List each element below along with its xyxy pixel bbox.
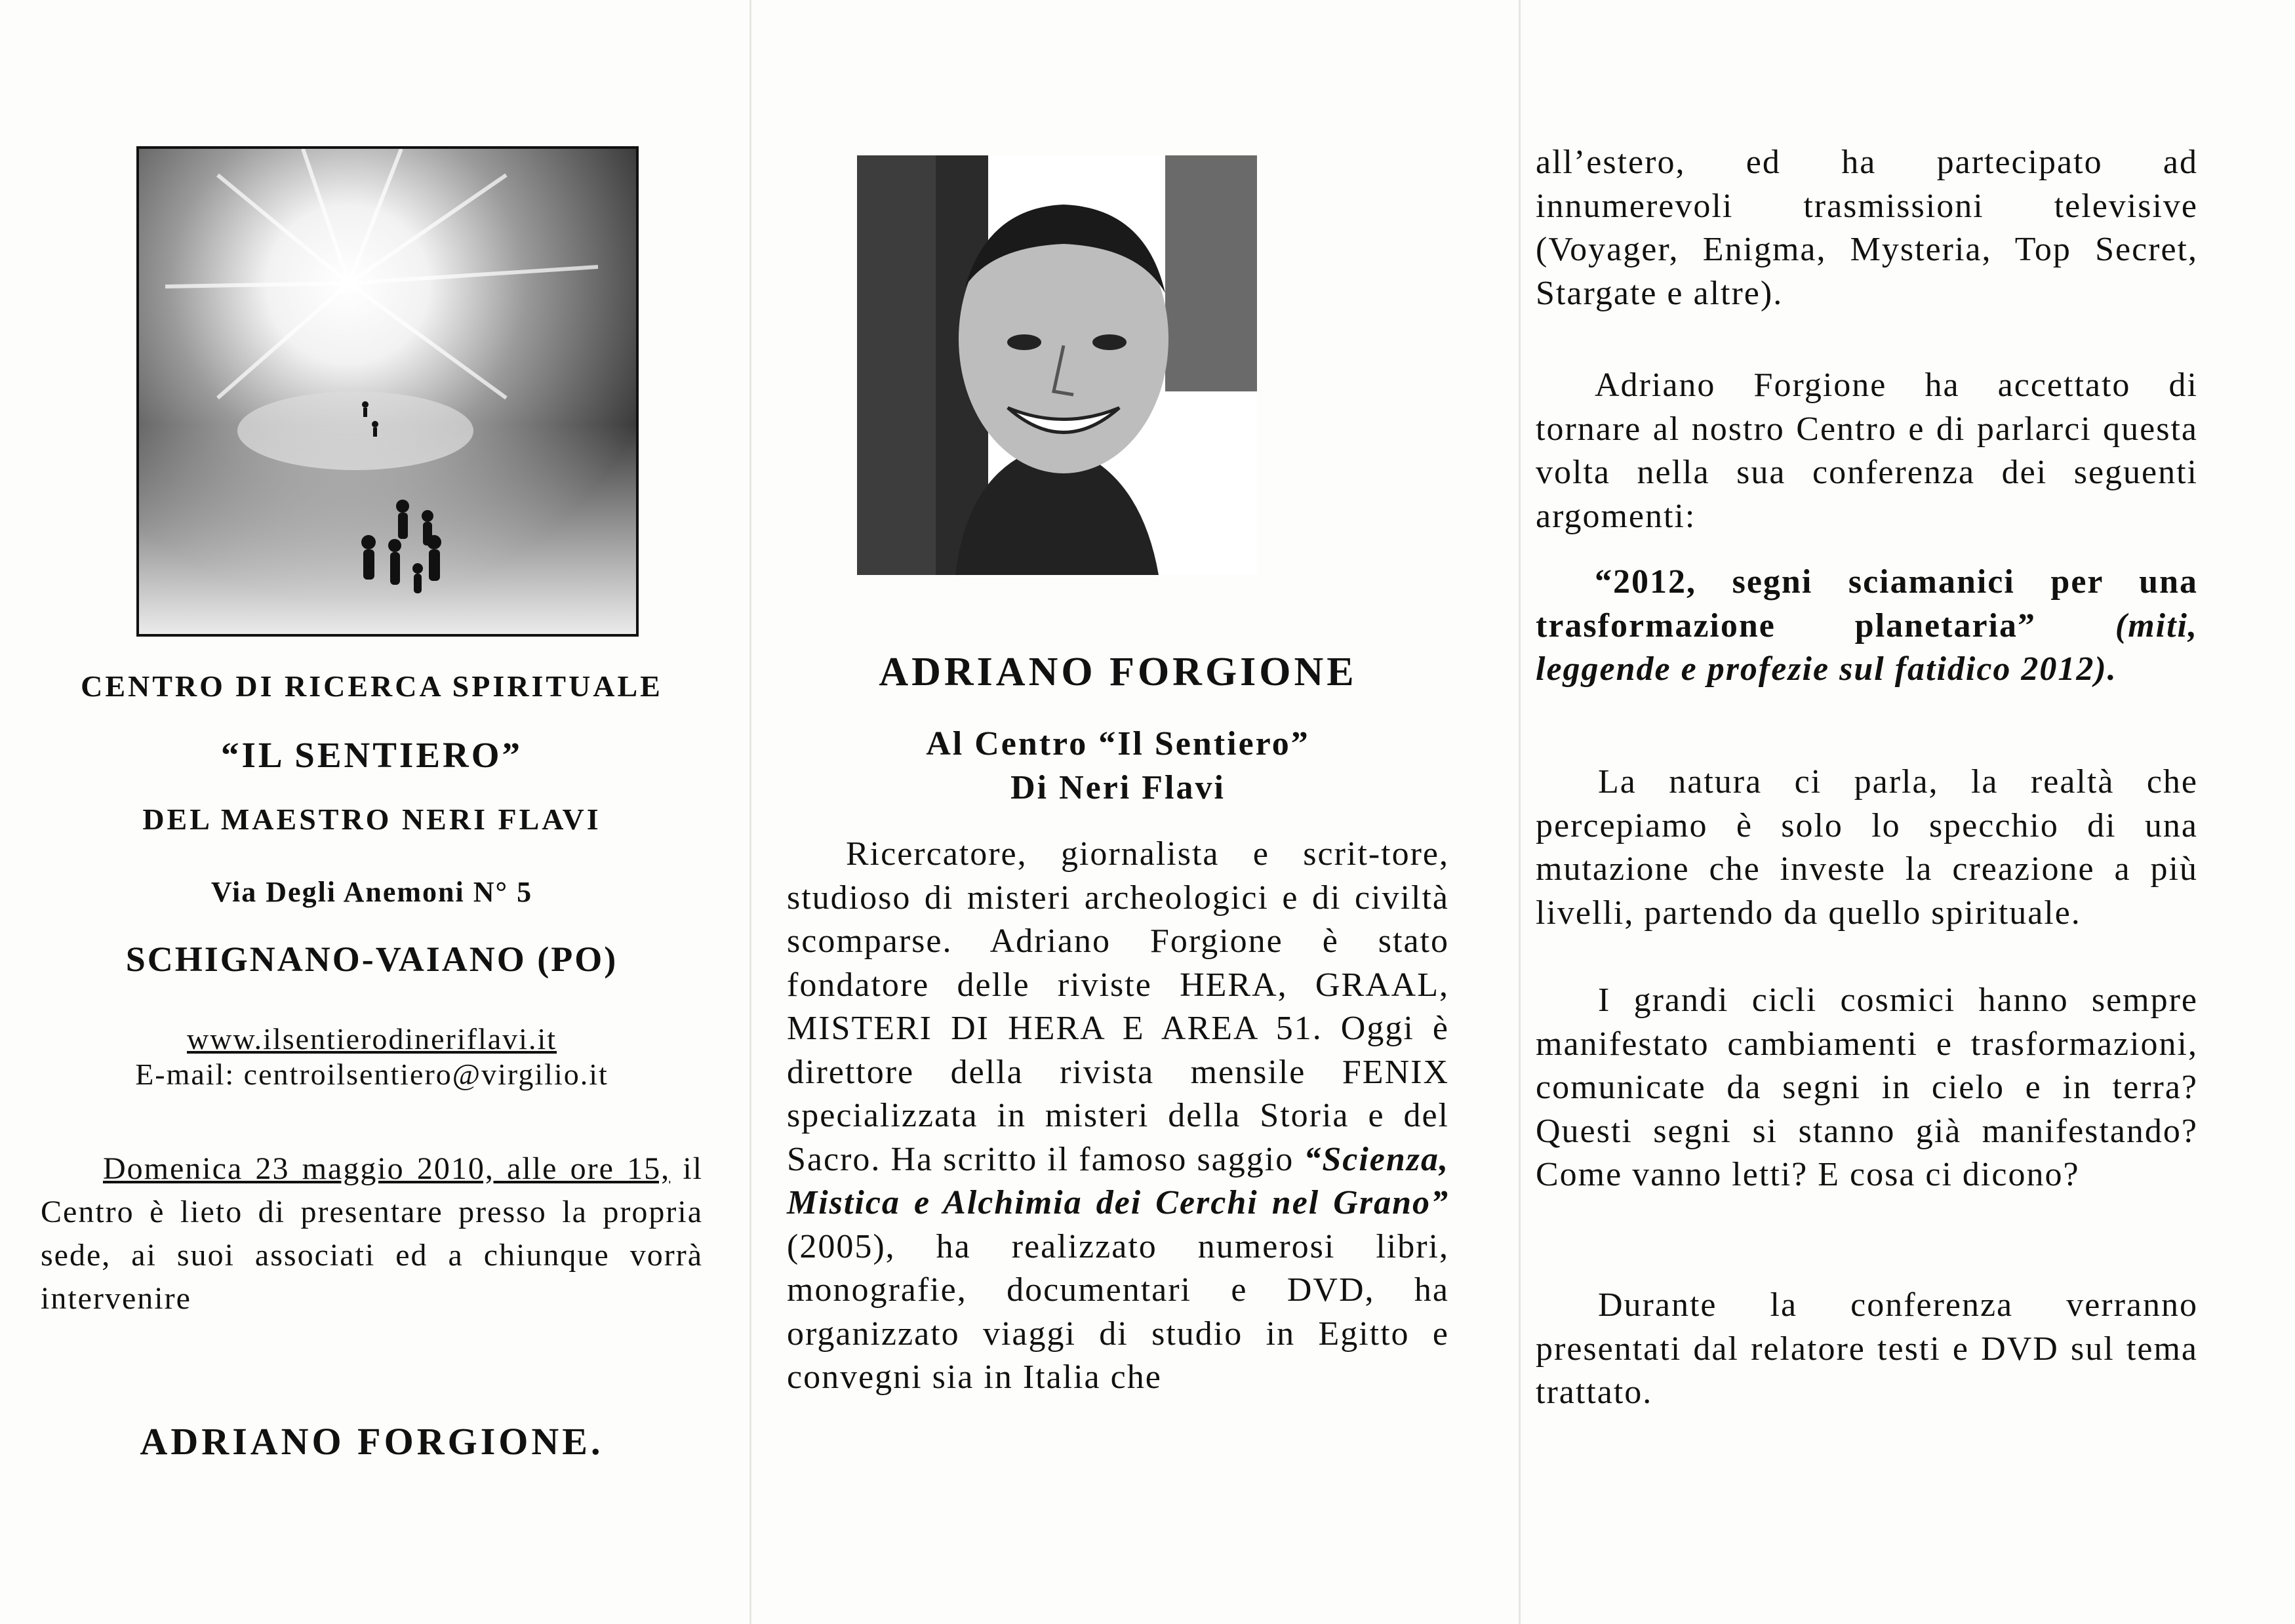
city: SCHIGNANO-VAIANO (PO) [125,940,618,979]
bio-part-2: (2005), ha realizzato numerosi libri, monografie, documentari e DVD, ha organizzato viaggi di studio in Egitto e convegni sia in Italia che [787,1227,1449,1396]
subtitle-center: Al Centro “Il Sentiero” [926,725,1310,762]
book-title: “Scienza, Mistica e Alchimia dei Cerchi nel Grano” [787,1140,1449,1221]
event-date: Domenica 23 maggio 2010, alle ore 15, [103,1151,671,1186]
nature-paragraph [1536,761,2198,935]
topic-title: “2012, segni sciamanici per una trasformazione planetaria” [1536,563,2198,644]
speaker-portrait [857,155,1257,575]
subtitle-master: Di Neri Flavi [1010,769,1226,806]
nature-text: La natura ci parla, la realtà che percepiamo è solo lo specchio di una mutazione che investe la creazione a più livelli, partendo da quello spirituale. [1536,763,2198,932]
address: Via Degli Anemoni N° 5 [210,876,533,908]
email-line: E-mail: centroilsentiero@virgilio.it [135,1058,609,1091]
fold-line-left [749,0,751,1624]
center-name: “IL SENTIERO” [220,735,523,775]
intro-paragraph [41,1147,703,1320]
speaker-announcement: ADRIANO FORGIONE. [140,1420,604,1463]
master-name: DEL MAESTRO NERI FLAVI [142,802,601,836]
speaker-name-heading: ADRIANO FORGIONE [879,650,1357,694]
bio-part-1: Ricercatore, giornalista e scrit-tore, studioso di misteri archeologici e di civiltà scomparse. Adriano Forgione è stato fondatore delle riviste HERA, GRAAL, MISTERI DI HERA E AREA 51. Oggi è direttore della rivista mensile FENIX specializzata in misteri della Storia e del Sacro. Ha scritto il famoso saggio [787,835,1449,1178]
acceptance-paragraph [1536,364,2198,538]
cycles-paragraph [1536,979,2198,1197]
speaker-bio [787,833,1449,1400]
org-name: CENTRO DI RICERCA SPIRITUALE [81,669,663,703]
spiritual-path-image [136,146,639,637]
fold-line-right [1519,0,1521,1624]
conference-topic [1536,561,2198,692]
cycles-text: I grandi cicli cosmici hanno sempre manifestato cambiamenti e trasformazioni, comunicate da segni in cielo e in terra? Questi segni si stanno già manifestando? Come vanno letti? E cosa ci dicono? [1536,981,2198,1193]
acceptance-text: Adriano Forgione ha accettato di tornare al nostro Centro e di parlarci questa volta nella sua conferenza dei seguenti argomenti: [1536,366,2198,535]
bio-continuation: all’estero, ed ha partecipato ad innumerevoli trasmissioni televisive (Voyager, Enigma, Mysteria, Top Secret, Stargate e altre). [1536,144,2198,312]
conference-text: Durante la conferenza verranno presentati dal relatore testi e DVD sul tema trattato. [1536,1286,2198,1411]
intro-text: il Centro è lieto di presentare presso la propria sede, ai suoi associati ed a chiunque vorrà intervenire [41,1151,703,1316]
topic-note: (miti, leggende e profezie sul fatidico 2012). [1536,606,2198,688]
conference-paragraph [1536,1284,2198,1415]
website-link[interactable]: www.ilsentierodineriflavi.it [187,1022,557,1056]
